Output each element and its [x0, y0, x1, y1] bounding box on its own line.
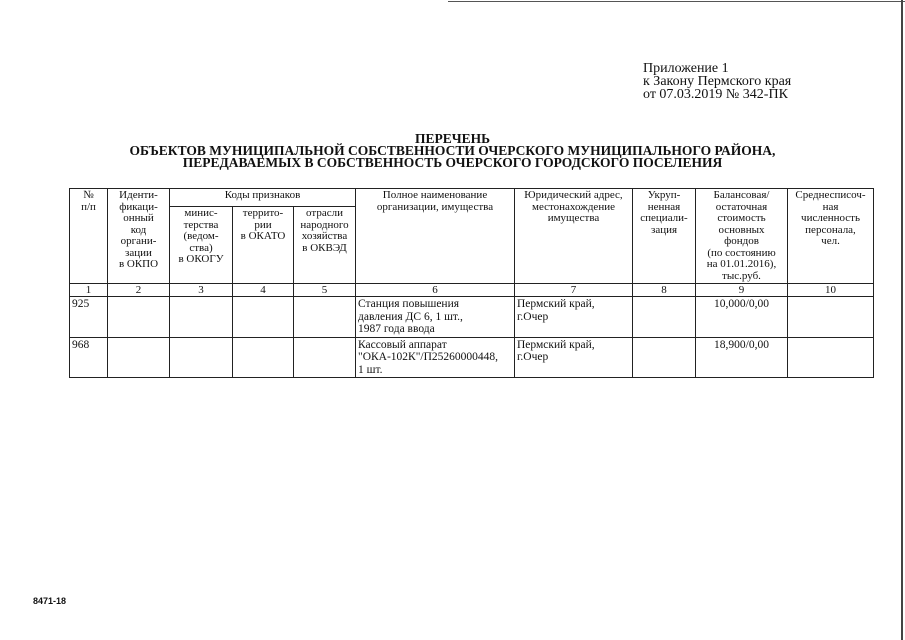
cell-line: "ОКА-102К"/П25260000448, — [358, 351, 499, 363]
cell-line: Среднесписоч- — [795, 189, 866, 201]
row-okogu — [170, 297, 233, 338]
header-okogu-text — [172, 208, 230, 266]
header-specialization — [633, 189, 696, 284]
row-address-text — [517, 298, 630, 323]
col-number: 9 — [696, 284, 788, 297]
table-row — [70, 337, 874, 378]
document-title — [0, 133, 905, 169]
cell-line: в ОКАТО — [240, 230, 286, 243]
cell-line: стоимость — [717, 212, 766, 224]
cell-line: Станция повышения — [358, 298, 460, 310]
column-number-row — [70, 284, 874, 297]
header-specialization-text — [635, 190, 693, 236]
row-number: 925 — [70, 297, 108, 338]
cell-line: Балансовая/ — [713, 189, 770, 201]
cell-line: в ОКОГУ — [178, 253, 224, 266]
appendix-date-line: от 07.03.2019 № 342-ПК — [643, 87, 788, 102]
cell-line: терства — [183, 218, 219, 231]
col-number: 1 — [70, 284, 108, 297]
cell-line: Укруп- — [647, 189, 681, 201]
col-number: 3 — [170, 284, 233, 297]
col-number: 4 — [233, 284, 294, 297]
cell-line: в ОКПО — [118, 258, 159, 270]
header-okogu — [170, 207, 233, 284]
cell-line: г.Очер — [517, 310, 549, 323]
header-address — [515, 189, 633, 284]
row-name-text — [358, 339, 512, 377]
cell-line: зации — [125, 246, 152, 259]
cell-line: отрасли — [306, 207, 343, 220]
cell-line: зация — [650, 223, 678, 236]
cell-line: ная — [822, 200, 839, 213]
cell-line: 1987 года ввода — [358, 323, 435, 335]
cell-line: фондов — [724, 235, 759, 247]
row-balance: 18,900/0,00 — [696, 337, 788, 378]
cell-line: организации, имущества — [376, 200, 494, 213]
table-row — [70, 297, 874, 338]
header-codes: Коды признаков — [170, 189, 356, 207]
cell-line: № — [83, 189, 94, 201]
cell-line: в ОКВЭД — [302, 241, 347, 254]
row-name — [356, 337, 515, 378]
header-address-text — [517, 190, 630, 225]
title-line-1: ПЕРЕЧЕНЬ — [414, 131, 491, 146]
cell-line: террито- — [242, 207, 284, 220]
cell-line: г.Очер — [517, 351, 549, 363]
row-staff — [788, 297, 874, 338]
row-balance: 10,000/0,00 — [696, 297, 788, 338]
cell-line: Юридический адрес, — [524, 189, 623, 201]
header-okved — [294, 207, 356, 284]
row-okved — [294, 337, 356, 378]
col-number: 7 — [515, 284, 633, 297]
row-name — [356, 297, 515, 338]
row-okato — [233, 337, 294, 378]
appendix-law-line: к Закону Пермского края — [643, 74, 792, 89]
row-number: 968 — [70, 337, 108, 378]
cell-line: остаточная — [715, 200, 768, 213]
property-table — [69, 188, 874, 378]
appendix-line: Приложение 1 — [643, 61, 729, 76]
title-line-3: ПЕРЕДАВАЕМЫХ В СОБСТВЕННОСТЬ ОЧЕРСКОГО ГОРОДСКОГО ПОСЕЛЕНИЯ — [182, 155, 723, 170]
cell-line: (ведом- — [183, 230, 219, 243]
header-balance-text — [698, 190, 785, 282]
col-number: 5 — [294, 284, 356, 297]
col-number: 10 — [788, 284, 874, 297]
row-specialization — [633, 297, 696, 338]
cell-line: фикаци- — [119, 200, 158, 213]
cell-line: минис- — [184, 207, 218, 220]
header-okato-text — [235, 208, 291, 243]
header-staff — [788, 189, 874, 284]
header-balance — [696, 189, 788, 284]
cell-line: численность — [801, 212, 860, 224]
cell-line: хозяйства — [301, 230, 348, 243]
cell-line: имущества — [547, 212, 600, 224]
top-border-line — [448, 1, 905, 2]
row-okogu — [170, 337, 233, 378]
cell-line: органи- — [120, 235, 157, 247]
cell-line: (по состоянию — [707, 246, 776, 259]
row-address-text — [517, 339, 630, 364]
cell-line: Кассовый аппарат — [358, 338, 447, 351]
cell-line: чел. — [821, 235, 840, 247]
cell-line: специали- — [640, 212, 688, 224]
row-specialization — [633, 337, 696, 378]
row-okato — [233, 297, 294, 338]
cell-line: на 01.01.2016), — [706, 258, 777, 270]
header-row-1 — [70, 189, 874, 207]
row-name-text — [358, 298, 512, 336]
cell-line: п/п — [81, 200, 96, 213]
cell-line: ненная — [647, 200, 681, 213]
col-number: 6 — [356, 284, 515, 297]
cell-line: народного — [300, 218, 349, 231]
cell-line: Полное наименование — [382, 189, 488, 201]
header-num — [70, 189, 108, 284]
title-line-2: ОБЪЕКТОВ МУНИЦИПАЛЬНОЙ СОБСТВЕННОСТИ ОЧЕРСКОГО МУНИЦИПАЛЬНОГО РАЙОНА, — [129, 143, 776, 158]
cell-line: давления ДС 6, 1 шт., — [358, 310, 463, 323]
cell-line: рии — [254, 218, 272, 231]
col-number: 2 — [108, 284, 170, 297]
cell-line: тыс.руб. — [722, 269, 761, 282]
right-border-line — [901, 0, 903, 640]
row-okved — [294, 297, 356, 338]
row-okpo — [108, 297, 170, 338]
footer-code: 8471-18 — [33, 596, 67, 606]
col-number: 8 — [633, 284, 696, 297]
header-staff-text — [790, 190, 871, 248]
row-address — [515, 297, 633, 338]
header-name-text — [358, 190, 512, 213]
cell-line: основных — [718, 223, 765, 236]
header-okpo — [108, 189, 170, 284]
cell-line: онный — [123, 212, 154, 224]
cell-line: Пермский край, — [517, 298, 595, 310]
header-okpo-text — [110, 190, 167, 271]
cell-line: персонала, — [805, 223, 856, 236]
cell-line: 1 шт. — [358, 363, 383, 376]
cell-line: местонахождение — [532, 200, 615, 213]
cell-line: Иденти- — [119, 189, 158, 201]
row-address — [515, 337, 633, 378]
cell-line: код — [130, 223, 147, 236]
row-staff — [788, 337, 874, 378]
header-num-text — [72, 190, 105, 213]
header-okved-text — [296, 208, 353, 254]
header-name — [356, 189, 515, 284]
header-okato — [233, 207, 294, 284]
cell-line: ства) — [189, 241, 213, 254]
row-okpo — [108, 337, 170, 378]
cell-line: Пермский край, — [517, 338, 595, 351]
appendix-block — [643, 62, 791, 101]
